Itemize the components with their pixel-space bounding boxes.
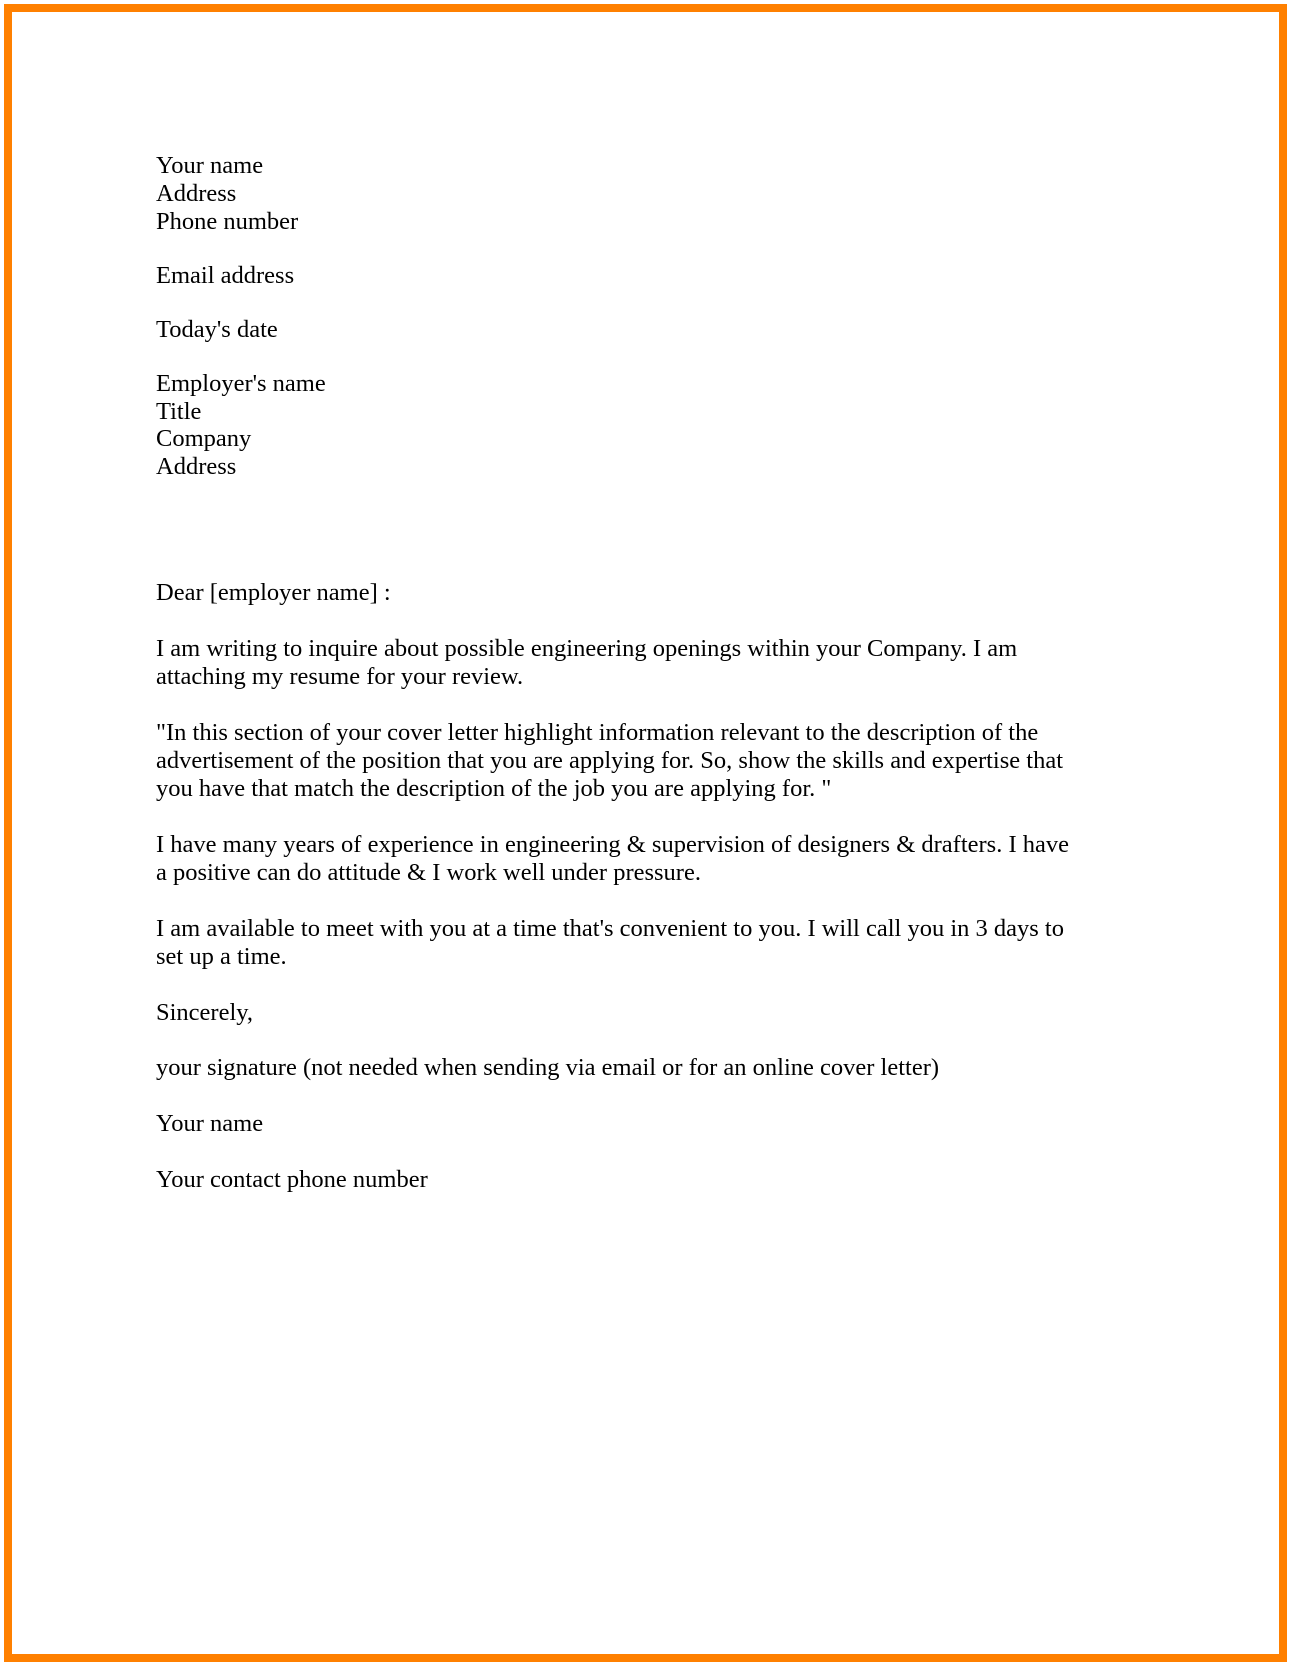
date-line: Today's date (156, 315, 278, 343)
letter-body (156, 152, 1076, 1194)
sender-address-line: Address (156, 179, 237, 207)
salutation: Dear [employer name] : (156, 579, 391, 607)
sender-address-block (156, 152, 1076, 236)
body-paragraph-instructions: "In this section of your cover letter highlight information relevant to the description of the advertisement of the position that you are applying for. So, show the skills and expertise that you have that match the description of the job you are applying for. " (156, 719, 1064, 802)
signature-note: your signature (not needed when sending via email or for an online cover letter) (156, 1054, 940, 1082)
valediction: Sincerely, (156, 998, 254, 1026)
closing-name-line: Your name (156, 1110, 264, 1138)
letter-sheet (12, 12, 1279, 1654)
sender-name-line: Your name (156, 152, 264, 179)
spacer (156, 290, 1076, 316)
body-paragraph-intro: I am writing to inquire about possible engineering openings within your Company. I am attaching my resume for your review. (156, 635, 1018, 691)
sender-email-block (156, 262, 1076, 290)
spacer (156, 803, 1076, 831)
body-paragraph-experience: I have many years of experience in engineering & supervision of designers & drafters. I have a positive can do attitude & I work well under pressure. (156, 830, 1069, 886)
sender-email-line: Email address (156, 261, 295, 289)
recipient-title-line: Title (156, 397, 202, 425)
body-paragraph-availability: I am available to meet with you at a time that's convenient to you. I will call you in 3 days to set up a time. (156, 914, 1064, 970)
spacer (156, 1138, 1076, 1166)
recipient-address-line: Address (156, 453, 237, 481)
spacer (156, 236, 1076, 262)
spacer (156, 971, 1076, 999)
spacer (156, 344, 1076, 370)
recipient-address-block (156, 370, 1076, 482)
orange-page-border (4, 4, 1287, 1662)
spacer (156, 1082, 1076, 1110)
spacer (156, 691, 1076, 719)
spacer (156, 887, 1076, 915)
closing-phone-line: Your contact phone number (156, 1166, 428, 1194)
recipient-company-line: Company (156, 425, 252, 453)
recipient-name-line: Employer's name (156, 369, 326, 397)
sender-phone-line: Phone number (156, 207, 299, 235)
spacer (156, 607, 1076, 635)
spacer (156, 1026, 1076, 1054)
date-block (156, 316, 1076, 344)
spacer (156, 481, 1076, 579)
